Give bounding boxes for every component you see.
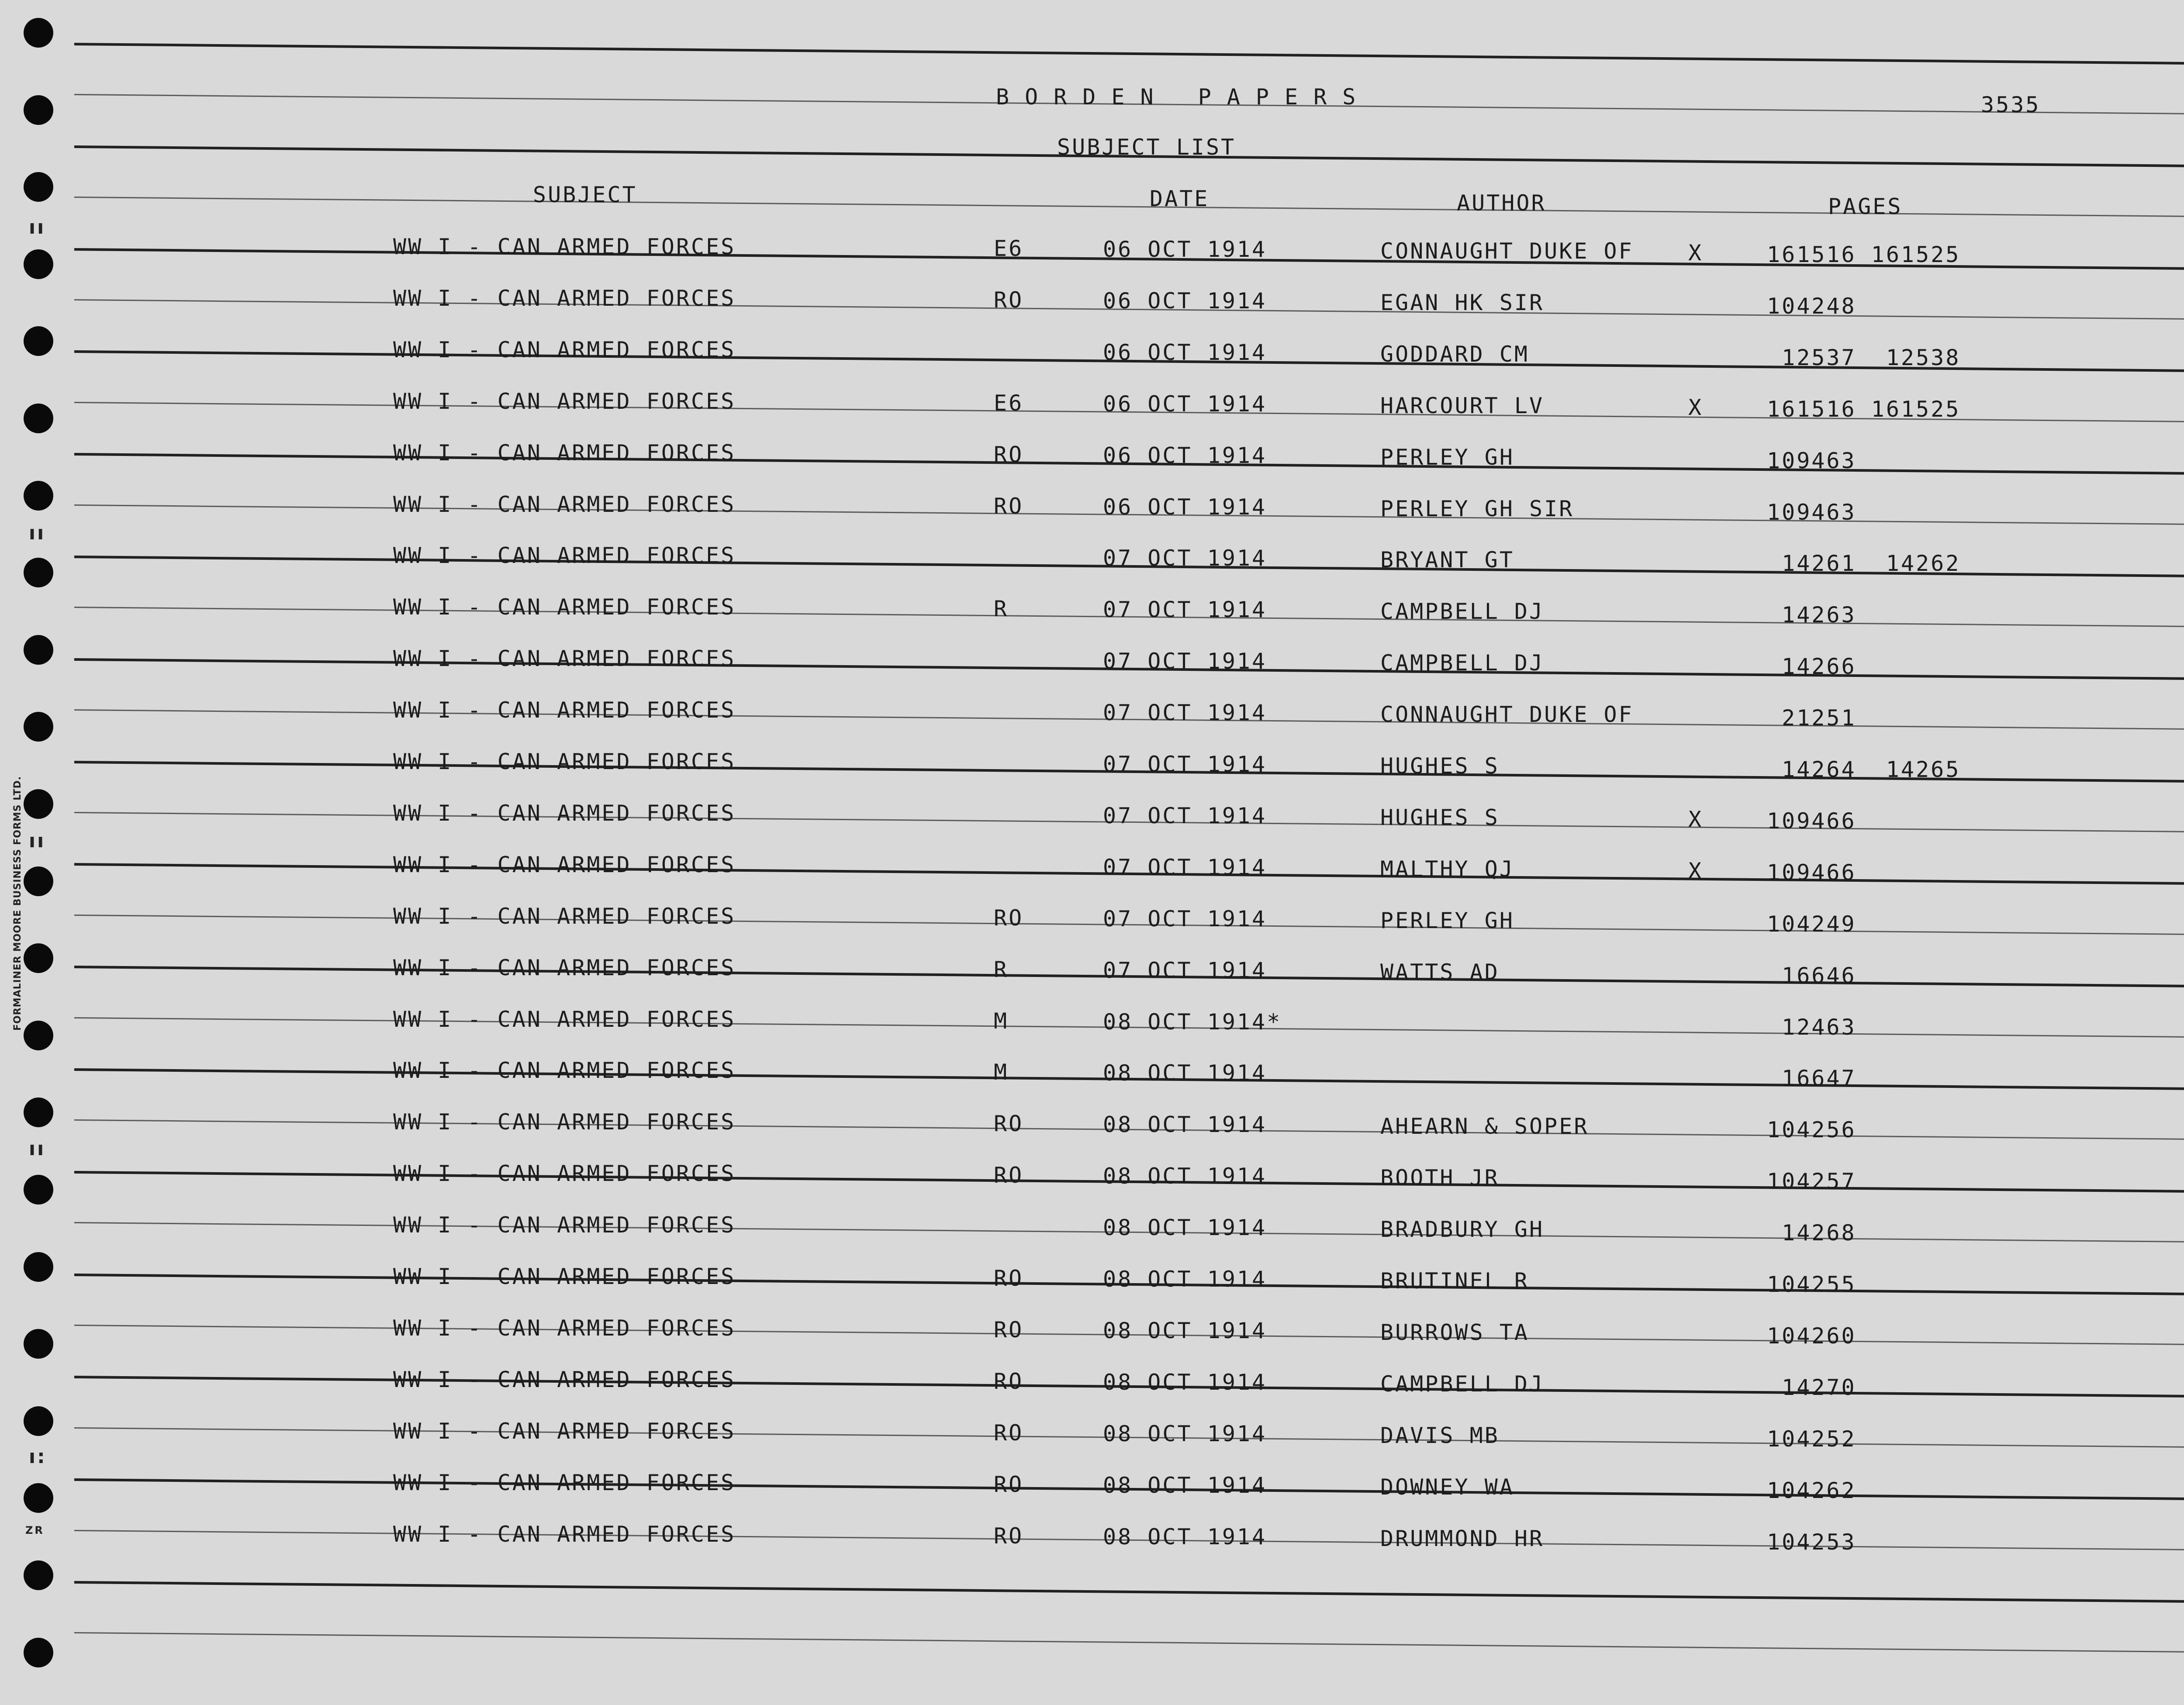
margin-tick-mark: ıı xyxy=(29,522,46,544)
cell-author: CAMPBELL DJ xyxy=(1380,1371,1545,1397)
cell-code: R xyxy=(994,956,1009,982)
cell-author: HARCOURT LV xyxy=(1380,393,1545,418)
table-row xyxy=(0,749,2184,782)
table-row xyxy=(0,234,2184,267)
cell-subject: WW I - CAN ARMED FORCES xyxy=(393,1006,736,1032)
cell-author: DRUMMOND HR xyxy=(1380,1526,1545,1551)
cell-date: 06 OCT 1914 xyxy=(1103,288,1267,314)
cell-subject: WW I - CAN ARMED FORCES xyxy=(393,440,736,466)
cell-author: CONNAUGHT DUKE OF xyxy=(1380,702,1634,728)
cell-subject: WW I - CAN ARMED FORCES xyxy=(393,1418,736,1444)
table-row xyxy=(0,800,2184,834)
side-imprint: FORMALINER MOORE BUSINESS FORMS LTD. xyxy=(12,776,23,1031)
table-row xyxy=(0,543,2184,576)
table-row xyxy=(0,1367,2184,1400)
cell-author: EGAN HK SIR xyxy=(1380,290,1545,315)
table-row xyxy=(0,388,2184,422)
table-row xyxy=(0,697,2184,731)
cell-subject: WW I - CAN ARMED FORCES xyxy=(393,800,736,826)
table-row xyxy=(0,646,2184,680)
table-row xyxy=(0,285,2184,319)
margin-tick-mark: ıı xyxy=(29,1138,46,1160)
cell-subject: WW I - CAN ARMED FORCES xyxy=(393,285,736,311)
table-row xyxy=(0,903,2184,937)
cell-pages: 109466 xyxy=(1767,808,1856,834)
column-header-subject: SUBJECT xyxy=(533,182,637,207)
cell-pages: 16646 xyxy=(1767,963,1856,988)
cell-date: 08 OCT 1914 xyxy=(1103,1369,1267,1395)
cell-author: AHEARN & SOPER xyxy=(1380,1114,1589,1139)
cell-code: M xyxy=(994,1060,1009,1085)
cell-date: 08 OCT 1914 xyxy=(1103,1472,1267,1498)
cell-subject: WW I - CAN ARMED FORCES xyxy=(393,234,736,259)
cell-author: BRUTINEL R xyxy=(1380,1268,1530,1294)
cell-pages: 104255 xyxy=(1767,1272,1856,1297)
cell-pages: 14264 14265 xyxy=(1767,757,1961,782)
cell-date: 08 OCT 1914 xyxy=(1103,1524,1267,1550)
cell-pages: 14266 xyxy=(1767,654,1856,680)
table-row xyxy=(0,1161,2184,1194)
cell-author: BRYANT GT xyxy=(1380,547,1514,573)
cell-author: HUGHES S xyxy=(1380,804,1500,830)
cell-code: E6 xyxy=(994,390,1024,416)
cell-pages: 161516 161525 xyxy=(1767,396,1961,422)
table-row xyxy=(0,1315,2184,1349)
cell-author: BURROWS TA xyxy=(1380,1319,1530,1345)
cell-date: 07 OCT 1914 xyxy=(1103,597,1267,623)
cell-subject: WW I - CAN ARMED FORCES xyxy=(393,1315,736,1341)
cell-date: 06 OCT 1914 xyxy=(1103,494,1267,520)
corner-mark: ZR xyxy=(25,1524,45,1536)
cell-pages: 109463 xyxy=(1767,499,1856,525)
cell-subject: WW I - CAN ARMED FORCES xyxy=(393,1212,736,1238)
table-row xyxy=(0,1264,2184,1297)
cell-subject: WW I - CAN ARMED FORCES xyxy=(393,697,736,723)
cell-pages: 109466 xyxy=(1767,859,1856,885)
cell-date: 07 OCT 1914 xyxy=(1103,957,1267,983)
cell-subject: WW I - CAN ARMED FORCES xyxy=(393,543,736,569)
cell-code: RO xyxy=(994,1266,1024,1291)
cell-author: CAMPBELL DJ xyxy=(1380,599,1545,625)
cell-subject: WW I - CAN ARMED FORCES xyxy=(393,337,736,362)
cell-subject: WW I - CAN ARMED FORCES xyxy=(393,1367,736,1392)
cell-subject: WW I - CAN ARMED FORCES xyxy=(393,594,736,620)
cell-code: RO xyxy=(994,1111,1024,1137)
cell-pages: 14268 xyxy=(1767,1220,1856,1246)
document-subtitle: SUBJECT LIST xyxy=(1057,135,1236,160)
cell-date: 08 OCT 1914 xyxy=(1103,1215,1267,1241)
cell-subject: WW I - CAN ARMED FORCES xyxy=(393,491,736,517)
cell-date: 08 OCT 1914 xyxy=(1103,1163,1267,1189)
table-row xyxy=(0,440,2184,473)
cell-pages: 14270 xyxy=(1767,1374,1856,1400)
cell-date: 08 OCT 1914 xyxy=(1103,1421,1267,1446)
column-header-pages: PAGES xyxy=(1828,194,1903,219)
cell-date: 06 OCT 1914 xyxy=(1103,237,1267,262)
cell-date: 07 OCT 1914 xyxy=(1103,545,1267,571)
cell-code: RO xyxy=(994,287,1024,313)
cell-code: M xyxy=(994,1008,1009,1034)
cell-date: 07 OCT 1914 xyxy=(1103,854,1267,880)
cell-flag: X xyxy=(1688,394,1704,420)
cell-code: RO xyxy=(994,442,1024,467)
cell-subject: WW I - CAN ARMED FORCES xyxy=(393,646,736,672)
cell-pages: 104248 xyxy=(1767,293,1856,319)
column-header-author: AUTHOR xyxy=(1457,190,1546,216)
cell-pages: 14263 xyxy=(1767,602,1856,628)
cell-author: PERLEY GH SIR xyxy=(1380,496,1574,521)
cell-code: E6 xyxy=(994,236,1024,261)
cell-pages: 104252 xyxy=(1767,1426,1856,1452)
cell-author: BOOTH JR xyxy=(1380,1165,1500,1191)
margin-tick-mark: ıı xyxy=(29,216,46,238)
cell-date: 08 OCT 1914 xyxy=(1103,1112,1267,1138)
cell-pages: 104262 xyxy=(1767,1477,1856,1503)
page-number: 3535 xyxy=(1981,92,2041,117)
cell-author: DAVIS MB xyxy=(1380,1422,1500,1448)
cell-author: GODDARD CM xyxy=(1380,341,1530,367)
table-row xyxy=(0,491,2184,525)
cell-date: 07 OCT 1914 xyxy=(1103,803,1267,828)
cell-pages: 161516 161525 xyxy=(1767,242,1961,267)
cell-subject: WW I - CAN ARMED FORCES xyxy=(393,1264,736,1289)
cell-date: 06 OCT 1914 xyxy=(1103,391,1267,417)
table-row xyxy=(0,1418,2184,1452)
cell-pages: 104249 xyxy=(1767,911,1856,937)
cell-subject: WW I - CAN ARMED FORCES xyxy=(393,749,736,774)
table-row xyxy=(0,955,2184,988)
cell-code: RO xyxy=(994,1523,1024,1549)
cell-subject: WW I - CAN ARMED FORCES xyxy=(393,388,736,414)
cell-code: R xyxy=(994,596,1009,622)
cell-author: DOWNEY WA xyxy=(1380,1474,1514,1500)
table-row xyxy=(0,1470,2184,1503)
cell-date: 07 OCT 1914 xyxy=(1103,752,1267,777)
table-row xyxy=(0,1058,2184,1091)
cell-pages: 14261 14262 xyxy=(1767,551,1961,576)
cell-date: 06 OCT 1914 xyxy=(1103,339,1267,365)
cell-date: 07 OCT 1914 xyxy=(1103,906,1267,932)
cell-author: PERLEY GH xyxy=(1380,444,1514,470)
cell-subject: WW I - CAN ARMED FORCES xyxy=(393,1058,736,1084)
cell-date: 08 OCT 1914* xyxy=(1103,1009,1282,1035)
table-row xyxy=(0,594,2184,628)
cell-pages: 104260 xyxy=(1767,1323,1856,1349)
table-row xyxy=(0,852,2184,885)
cell-date: 08 OCT 1914 xyxy=(1103,1060,1267,1086)
cell-pages: 104256 xyxy=(1767,1117,1856,1143)
cell-subject: WW I - CAN ARMED FORCES xyxy=(393,1109,736,1135)
cell-subject: WW I - CAN ARMED FORCES xyxy=(393,903,736,929)
cell-author: CAMPBELL DJ xyxy=(1380,650,1545,676)
cell-subject: WW I - CAN ARMED FORCES xyxy=(393,852,736,877)
cell-code: RO xyxy=(994,1471,1024,1497)
cell-code: RO xyxy=(994,1368,1024,1394)
cell-author: CONNAUGHT DUKE OF xyxy=(1380,238,1634,264)
cell-pages: 12537 12538 xyxy=(1767,345,1961,370)
cell-date: 07 OCT 1914 xyxy=(1103,700,1267,726)
cell-subject: WW I - CAN ARMED FORCES xyxy=(393,1521,736,1547)
column-header-date: DATE xyxy=(1150,186,1209,211)
cell-subject: WW I - CAN ARMED FORCES xyxy=(393,1470,736,1495)
cell-pages: 12463 xyxy=(1767,1014,1856,1040)
cell-pages: 104253 xyxy=(1767,1529,1856,1555)
cell-flag: X xyxy=(1688,806,1704,832)
cell-date: 07 OCT 1914 xyxy=(1103,649,1267,674)
cell-code: RO xyxy=(994,1420,1024,1446)
cell-pages: 16647 xyxy=(1767,1066,1856,1091)
cell-pages: 109463 xyxy=(1767,448,1856,473)
cell-pages: 21251 xyxy=(1767,705,1856,731)
cell-flag: X xyxy=(1688,240,1704,266)
cell-author: BRADBURY GH xyxy=(1380,1217,1545,1243)
cell-code: RO xyxy=(994,905,1024,931)
cell-code: RO xyxy=(994,1317,1024,1343)
cell-author: HUGHES S xyxy=(1380,753,1500,779)
cell-flag: X xyxy=(1688,858,1704,884)
cell-code: RO xyxy=(994,1163,1024,1188)
cell-date: 06 OCT 1914 xyxy=(1103,442,1267,468)
cell-code: RO xyxy=(994,493,1024,519)
cell-subject: WW I - CAN ARMED FORCES xyxy=(393,1161,736,1187)
table-row xyxy=(0,1109,2184,1143)
table-row xyxy=(0,337,2184,370)
table-row xyxy=(0,1212,2184,1246)
cell-author: PERLEY GH xyxy=(1380,908,1514,933)
document-title: BORDEN PAPERS xyxy=(996,84,1372,110)
margin-tick-mark: ı: xyxy=(29,1446,47,1468)
table-row xyxy=(0,1006,2184,1040)
margin-tick-mark: ıı xyxy=(29,830,46,852)
cell-pages: 104257 xyxy=(1767,1169,1856,1194)
cell-date: 08 OCT 1914 xyxy=(1103,1318,1267,1343)
cell-author: WATTS AD xyxy=(1380,959,1500,985)
table-row xyxy=(0,1521,2184,1555)
cell-subject: WW I - CAN ARMED FORCES xyxy=(393,955,736,980)
cell-date: 08 OCT 1914 xyxy=(1103,1267,1267,1292)
cell-author: MALTHY QJ xyxy=(1380,856,1514,882)
